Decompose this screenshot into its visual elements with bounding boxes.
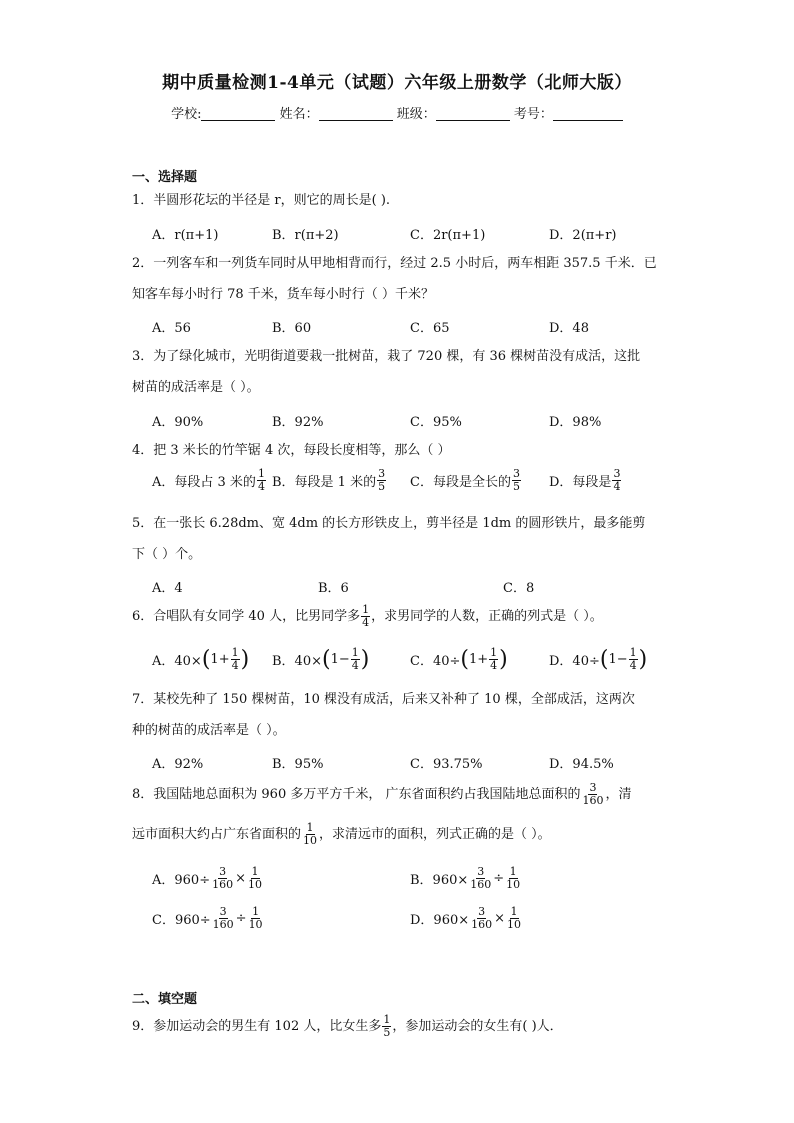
- left-paren: (: [322, 647, 331, 672]
- denominator: 160: [212, 878, 234, 891]
- q9-text-post: ，参加运动会的女生有( )人．: [392, 1018, 563, 1034]
- right-paren: ): [499, 647, 508, 672]
- q2-option-b[interactable]: B．60: [272, 321, 312, 336]
- q6-d-text: D．40÷: [549, 654, 600, 669]
- question-5-line-2: 下（ ）个。: [132, 547, 202, 562]
- q8-b-fraction-2: [505, 866, 521, 891]
- right-paren: ): [240, 647, 250, 672]
- q9-text-pre: 9．参加运动会的男生有 102 人，比女生多: [132, 1018, 382, 1034]
- numerator: 1: [257, 467, 265, 480]
- numerator: 3: [478, 905, 486, 918]
- question-3-line-2: 树苗的成活率是（ ）。: [132, 380, 260, 395]
- q6-fraction: [361, 604, 370, 629]
- q1-option-b[interactable]: B．r(π+2): [272, 228, 339, 243]
- numerator: 1: [510, 905, 518, 918]
- name-blank[interactable]: [319, 106, 393, 121]
- q8-text-pre-2: 远市面积大约占广东省面积的: [132, 826, 302, 842]
- numerator: 3: [512, 467, 520, 480]
- q7-option-d[interactable]: D．94.5%: [549, 757, 614, 772]
- denominator: 4: [613, 480, 621, 493]
- question-6: [132, 604, 603, 629]
- q8-option-b[interactable]: [410, 866, 522, 891]
- q8-option-d[interactable]: [410, 906, 523, 931]
- numerator: 1: [383, 1013, 391, 1026]
- q3-option-d[interactable]: D．98%: [549, 415, 602, 430]
- q8-fraction-1: [581, 782, 604, 807]
- question-1: 1．半圆形花坛的半径是 r，则它的周长是( ).: [132, 193, 391, 208]
- q6-a-text: A．40×: [152, 654, 202, 669]
- q8-c-text: C．960÷: [152, 913, 211, 928]
- q7-option-b[interactable]: B．95%: [272, 757, 324, 772]
- numerator: 1: [362, 603, 370, 616]
- q5-option-a[interactable]: A．4: [152, 581, 183, 596]
- q8-c-fraction-2: [248, 906, 264, 931]
- q4-d-text: D．每段是: [549, 475, 612, 490]
- q3-option-a[interactable]: A．90%: [152, 415, 204, 430]
- q6-option-a[interactable]: [152, 647, 249, 672]
- q1-option-a[interactable]: A．r(π+1): [152, 228, 219, 243]
- denominator: 4: [231, 659, 239, 672]
- q6-c-op: 1+: [468, 652, 489, 667]
- numerator: 3: [477, 865, 485, 878]
- numerator: 1: [509, 865, 517, 878]
- q8-a-op: ×: [235, 871, 247, 886]
- numerator: 1: [231, 646, 239, 659]
- q2-option-d[interactable]: D．48: [549, 321, 589, 336]
- numerator: 3: [613, 467, 621, 480]
- q6-option-d[interactable]: [549, 647, 647, 672]
- section-heading-fill: 二、填空题: [132, 992, 198, 1007]
- left-paren: (: [599, 647, 609, 672]
- q8-d-fraction-1: [470, 906, 493, 931]
- q3-option-c[interactable]: C．95%: [410, 415, 462, 430]
- q8-a-fraction-2: [247, 866, 263, 891]
- q6-c-fraction: [489, 647, 498, 672]
- q4-a-text: A．每段占 3 米的: [152, 475, 256, 490]
- q6-a-fraction: [231, 647, 240, 672]
- denominator: 10: [506, 878, 521, 891]
- numerator: 1: [252, 905, 260, 918]
- q6-text-post: ，求男同学的人数，正确的列式是（ ）。: [371, 608, 603, 624]
- denominator: 10: [303, 834, 318, 847]
- q8-d-text: D．960×: [410, 913, 470, 928]
- q1-option-c[interactable]: C．2r(π+1): [410, 228, 486, 243]
- school-label: 学校:: [171, 107, 202, 122]
- question-7-line-1: 7．某校先种了 150 棵树苗，10 棵没有成活，后来又补种了 10 棵，全部成活，这两次: [132, 692, 635, 707]
- school-blank[interactable]: [201, 106, 275, 121]
- student-info-line: [0, 103, 794, 122]
- q4-option-a[interactable]: [152, 468, 267, 493]
- numerator: 1: [306, 821, 314, 834]
- page-title: 期中质量检测1-4单元（试题）六年级上册数学（北师大版）: [162, 73, 632, 93]
- right-paren: ): [638, 647, 648, 672]
- numerator: 1: [251, 865, 259, 878]
- left-paren: (: [460, 647, 469, 672]
- denominator: 4: [490, 659, 498, 672]
- q5-option-b[interactable]: B．6: [318, 581, 349, 596]
- q4-option-b[interactable]: [272, 468, 387, 493]
- q8-option-c[interactable]: [152, 906, 265, 931]
- q6-text-pre: 6．合唱队有女同学 40 人，比男同学多: [132, 608, 361, 624]
- denominator: 4: [351, 659, 359, 672]
- q8-option-a[interactable]: [152, 866, 264, 891]
- class-blank[interactable]: [436, 106, 510, 121]
- q8-a-fraction-1: [211, 866, 234, 891]
- q8-d-op: ×: [494, 911, 506, 926]
- q8-d-fraction-2: [506, 906, 522, 931]
- q6-option-b[interactable]: [272, 647, 369, 672]
- denominator: 5: [378, 480, 386, 493]
- question-4: 4．把 3 米长的竹竿锯 4 次，每段长度相等，那么（ ）: [132, 443, 451, 458]
- q8-b-fraction-1: [469, 866, 492, 891]
- numerator: 1: [629, 646, 637, 659]
- q8-a-text: A．960÷: [152, 873, 211, 888]
- q8-text-pre: 8．我国陆地总面积为 960 多万平方千米， 广东省面积约占我国陆地总面积的: [132, 786, 581, 802]
- left-paren: (: [201, 647, 211, 672]
- q8-text-post-1: ，清: [605, 786, 632, 802]
- numerator: 1: [490, 646, 498, 659]
- q6-b-fraction: [351, 647, 360, 672]
- numerator: 3: [219, 905, 227, 918]
- denominator: 10: [507, 918, 522, 931]
- q3-option-b[interactable]: B．92%: [272, 415, 324, 430]
- q6-b-text: B．40×: [272, 654, 322, 669]
- q1-option-d[interactable]: D．2(π+r): [549, 228, 617, 243]
- q5-option-c[interactable]: C．8: [503, 581, 535, 596]
- question-7-line-2: 种的树苗的成活率是（ ）。: [132, 723, 286, 738]
- denominator: 4: [257, 480, 265, 493]
- q6-d-fraction: [629, 647, 638, 672]
- denominator: 160: [470, 878, 492, 891]
- denominator: 160: [471, 918, 493, 931]
- numerator: 3: [219, 865, 227, 878]
- right-paren: ): [360, 647, 370, 672]
- q4-b-text: B．每段是 1 米的: [272, 475, 377, 490]
- section-heading-choice: 一、选择题: [132, 170, 198, 185]
- q7-option-c[interactable]: C．93.75%: [410, 757, 483, 772]
- q4-option-d[interactable]: [549, 468, 622, 493]
- question-9: [132, 1014, 563, 1039]
- q8-fraction-2: [302, 822, 318, 847]
- question-2-line-2: 知客车每小时行 78 千米，货车每小时行（ ）千米？: [132, 287, 434, 302]
- q4-c-text: C．每段是全长的: [410, 475, 511, 490]
- question-2-line-1: 2．一列客车和一列货车同时从甲地相背而行，经过 2.5 小时后，两车相距 357.5 千米．已: [132, 256, 657, 271]
- class-label: 班级：: [396, 107, 436, 122]
- exam-no-label: 考号：: [513, 107, 553, 122]
- denominator: 5: [383, 1026, 391, 1039]
- q9-fraction: [382, 1014, 391, 1039]
- q2-option-c[interactable]: C．65: [410, 321, 450, 336]
- name-label: 姓名：: [279, 107, 319, 122]
- q4-c-fraction: [512, 468, 521, 493]
- denominator: 4: [362, 616, 370, 629]
- q6-b-op: 1−: [330, 652, 350, 667]
- numerator: 1: [351, 646, 359, 659]
- denominator: 10: [248, 878, 263, 891]
- numerator: 3: [378, 467, 386, 480]
- question-5-line-1: 5．在一张长 6.28dm、宽 4dm 的长方形铁皮上，剪半径是 1dm 的圆形铁片，最多能剪: [132, 516, 646, 531]
- q6-c-text: C．40÷: [410, 654, 461, 669]
- q4-a-fraction: [257, 468, 266, 493]
- denominator: 10: [248, 918, 263, 931]
- denominator: 160: [212, 918, 234, 931]
- q8-c-fraction-1: [212, 906, 235, 931]
- q4-option-c[interactable]: [410, 468, 522, 493]
- q8-text-post-2: ，求清远市的面积，列式正确的是（ ）。: [319, 826, 551, 842]
- q6-option-c[interactable]: [410, 647, 508, 672]
- q8-b-op: ÷: [493, 871, 505, 886]
- q2-option-a[interactable]: A．56: [152, 321, 191, 336]
- question-3-line-1: 3．为了绿化城市，光明街道要栽一批树苗，栽了 720 棵，有 36 棵树苗没有成活，这批: [132, 349, 641, 364]
- numerator: 3: [589, 781, 597, 794]
- q8-c-op: ÷: [235, 911, 247, 926]
- question-8-line-2: [132, 822, 551, 847]
- q8-b-text: B．960×: [410, 873, 469, 888]
- q7-option-a[interactable]: A．92%: [152, 757, 204, 772]
- question-8-line-1: [132, 782, 632, 807]
- q4-b-fraction: [377, 468, 386, 493]
- denominator: 5: [512, 480, 520, 493]
- q4-d-fraction: [612, 468, 621, 493]
- denominator: 160: [582, 794, 604, 807]
- denominator: 4: [629, 659, 637, 672]
- exam-no-blank[interactable]: [553, 106, 623, 121]
- q6-d-op: 1−: [608, 652, 628, 667]
- q6-a-op: 1+: [210, 652, 230, 667]
